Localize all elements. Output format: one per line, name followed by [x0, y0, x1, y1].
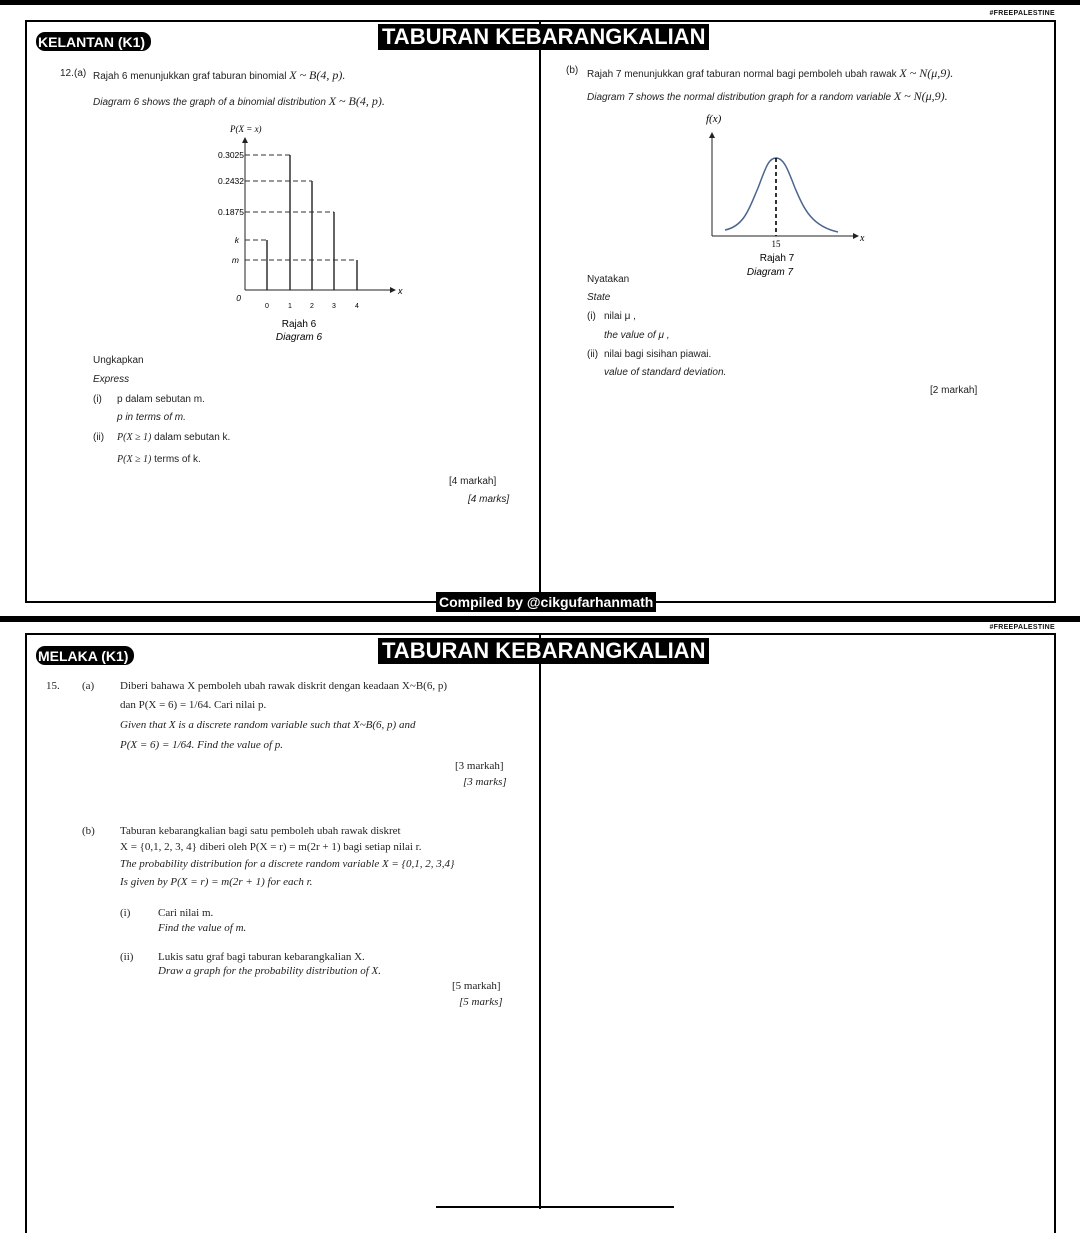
- sub-ii-en: value of standard deviation.: [604, 367, 727, 378]
- express-ms: Ungkapkan: [93, 355, 144, 366]
- caption-en: Diagram 7: [746, 267, 794, 278]
- origin: 0: [236, 293, 241, 303]
- q12a-text-ms: Rajah 6 menunjukkan graf taburan binomial X ~ B(4, p).: [93, 68, 346, 82]
- sub-i-ms: nilai μ ,: [604, 311, 636, 322]
- sub-i-en: the value of μ ,: [604, 330, 670, 341]
- q12b-text-ms: Rajah 7 menunjukkan graf taburan normal bagi pemboleh ubah rawak X ~ N(μ,9).: [587, 66, 954, 80]
- q15a-line2: dan P(X = 6) = 1/64. Cari nilai p.: [120, 699, 267, 711]
- sub-ii: (ii): [93, 432, 105, 443]
- sub-i-en: p in terms of m.: [117, 412, 186, 423]
- q15a-line1: Diberi bahawa X pemboleh ubah rawak diskrit dengan keadaan X~B(6, p): [120, 680, 447, 692]
- state-en: State: [587, 292, 611, 303]
- compiled-by-banner: Compiled by @cikgufarhanmath: [436, 592, 656, 612]
- marks-en: [4 marks]: [468, 494, 510, 505]
- y-label: P(X = x): [230, 124, 262, 134]
- topic-banner: TABURAN KEBARANGKALIAN: [378, 24, 709, 50]
- sub-i: (i): [93, 394, 102, 405]
- marks-b: [2 markah]: [930, 385, 978, 396]
- column-divider: [539, 633, 541, 1209]
- sub-i: (i): [587, 311, 596, 322]
- top-rule: [0, 0, 1080, 5]
- footer-rule: [436, 1206, 674, 1208]
- state-label: KELANTAN (K1): [36, 32, 151, 51]
- sub-ii-ms: Lukis satu graf bagi taburan kebarangkalian X.: [158, 951, 365, 963]
- caption-ms: Rajah 6: [281, 319, 317, 330]
- sub-ii: (ii): [120, 951, 134, 963]
- page-separator: [0, 616, 1080, 622]
- q15b-line4: Is given by P(X = r) = m(2r + 1) for each r.: [120, 876, 313, 888]
- binomial-graph: [195, 118, 425, 348]
- ytick: 0.2432: [218, 176, 244, 186]
- q15b-line3: The probability distribution for a discrete random variable X = {0,1, 2, 3,4}: [120, 858, 455, 870]
- tick-mean: 15: [771, 239, 781, 249]
- ytick: m: [231, 255, 239, 265]
- topic-banner: TABURAN KEBARANGKALIAN: [378, 638, 709, 664]
- q15a-line4: P(X = 6) = 1/64. Find the value of p.: [120, 739, 284, 751]
- ytick: k: [234, 235, 239, 245]
- sub-ii-ms: nilai bagi sisihan piawai.: [604, 349, 712, 360]
- q15b-line1: Taburan kebarangkalian bagi satu pemboleh ubah rawak diskret: [120, 825, 401, 837]
- marks-en: [3 marks]: [463, 776, 507, 788]
- y-label: f(x): [706, 113, 722, 125]
- normal-graph: [700, 108, 875, 283]
- part-a: (a): [82, 680, 95, 692]
- q12a-text-en: Diagram 6 shows the graph of a binomial distribution X ~ B(4, p).: [93, 94, 385, 108]
- state-label: MELAKA (K1): [36, 646, 134, 665]
- caption-ms: Rajah 7: [759, 253, 795, 264]
- q15a-line3: Given that X is a discrete random variable such that X~B(6, p) and: [120, 719, 416, 731]
- caption-en: Diagram 6: [275, 332, 323, 343]
- question-number: 12.: [60, 68, 74, 79]
- marks-ms: [3 markah]: [455, 760, 504, 772]
- sub-i-ms: p dalam sebutan m.: [117, 394, 205, 405]
- part-a: (a): [74, 68, 87, 79]
- hashtag: #FREEPALESTINE: [989, 10, 1055, 17]
- ytick: 0.3025: [218, 150, 244, 160]
- sub-ii-en: Draw a graph for the probability distribution of X.: [158, 965, 381, 977]
- q12b-text-en: Diagram 7 shows the normal distribution graph for a random variable X ~ N(μ,9).: [587, 89, 948, 103]
- x-label: x: [398, 286, 403, 296]
- xtick: 1: [288, 303, 292, 310]
- column-divider: [539, 20, 541, 603]
- sub-ii-ms: P(X ≥ 1) dalam sebutan k.: [117, 432, 231, 443]
- xtick: 4: [355, 303, 359, 310]
- marks-ms: [4 markah]: [449, 476, 497, 487]
- ytick: 0.1875: [218, 207, 244, 217]
- sub-i: (i): [120, 907, 131, 919]
- marks-ms: [5 markah]: [452, 980, 501, 992]
- part-b: (b): [82, 825, 95, 837]
- sub-ii-en: P(X ≥ 1) terms of k.: [117, 454, 201, 465]
- sub-i-ms: Cari nilai m.: [158, 907, 214, 919]
- marks-en: [5 marks]: [459, 996, 503, 1008]
- hashtag: #FREEPALESTINE: [989, 624, 1055, 631]
- xtick: 3: [332, 303, 336, 310]
- state-ms: Nyatakan: [587, 274, 630, 285]
- normal-curve: [725, 158, 838, 232]
- sub-i-en: Find the value of m.: [158, 922, 247, 934]
- x-label: x: [860, 233, 865, 244]
- xtick: 0: [265, 303, 269, 310]
- express-en: Express: [93, 374, 130, 385]
- q15b-line2: X = {0,1, 2, 3, 4} diberi oleh P(X = r) = m(2r + 1) bagi setiap nilai r.: [120, 841, 422, 853]
- xtick: 2: [310, 303, 314, 310]
- sub-ii: (ii): [587, 349, 599, 360]
- part-b: (b): [566, 65, 579, 76]
- question-number: 15.: [46, 680, 60, 692]
